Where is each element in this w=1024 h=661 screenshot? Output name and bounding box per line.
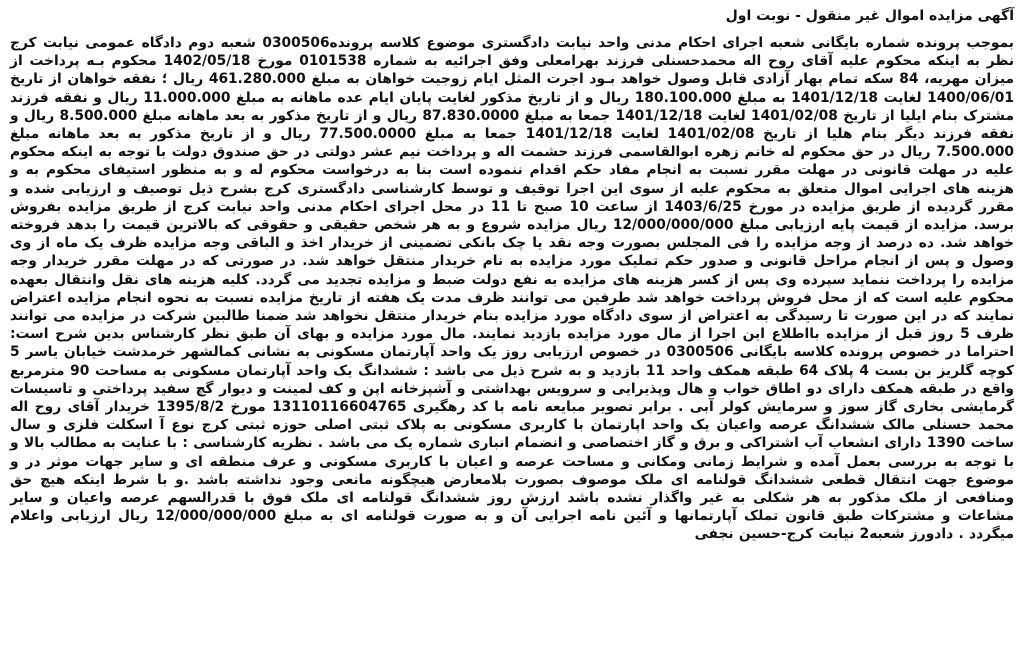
- notice-title: آگهی مزایده اموال غیر منقول - نوبت اول: [725, 8, 1014, 24]
- notice-body: بموجب پرونده شماره بایگانی شعبه اجرای احکام مدنی واحد نیابت دادگستری موضوع کلاسه پرونده0300506 شعبه دوم دادگاه عمومی نیابت کرج نظر به اینکه محکوم علیه آقای روح اله محمدحسنلی فرزند بهرامعلی وفق اجرائیه به شماره 0101538 مورخ 1402/05/18 محکوم بـه پرداخت از میزان مهریه، 84 سکه تمام بهار آزادی قابل وصول خواهد بـود اجرت المثل ایام زوجیت خواهان به مبلغ 461.280.000 ریال ؛ نفقه خواهان از تاریخ 1400/06/01 لغایت 1401/12/18 به مبلغ 180.100.000 ریال و از تاریخ مذکور لغایت پایان ایام عده ماهانه به مبلغ 11.000.000 ریال و نفقه فرزند مشترک بنام ایلیا از تاریخ 1401/02/08 لغایت 1401/12/18 جمعا به مبلغ 87.830.0000 ریال و از تاریخ مذکور به بعد ماهانه مبلغ 8.500.000 ریال و نفقه فرزند دیگر بنام هلیا از تاریخ 1401/02/08 لغایت 1401/12/18 جمعا به مبلغ 77.500.0000 ریال و از تاریخ مذکور به بعد ماهانه مبلغ 7.500.000 ریال در حق محکوم له خانم زهره ابوالقاسمی فرزند حشمت اله و پرداخت نیم عشر دولتی در حق صندوق دولت با توجه به اینکه محکوم علیه در مهلت قانونی در مهلت مقرر نسبت به انجام مفاد حکم اقدام ننموده است بنا به درخواست محکوم له و به منظور استیفای محکوم به و هزینه های اجرایی اموال متعلق به محکوم علیه از سوی این اجرا توقیف و توسط کارشناسی دادگستری کرج بشرح ذیل توصیف و ارزیابی شده و مقرر گردیده از طریق مزایده در مورخ 1403/6/25 از ساعت 10 صبح تا 11 در محل اجرای احکام مدنی واحد نیابت کرج از طریق مزایده بفروش برسد. مزایده از قیمت پایه ارزیابی مبلغ 12/000/000/000 ریال مزایده شروع و به هر شخص حقیقی و حقوقی که بالاترین قیمت را بدهد فروخته خواهد شد. ده درصد از وجه مزایده را فی المجلس بصورت وجه نقد یا چک بانکی تضمینی از خریدار اخذ و الباقی وجه مزایده ظرف یک ماه از وی وصول و پس از انجام مراحل قانونی و صدور حکم تملیک مورد مزایده به نام خریدار منتقل خواهد شد. در صورتی که در مهلت مقرر خریدار وجه مزایده را پرداخت ننماید سپرده وی پس از کسر هزینه های مزایده به نفع دولت ضبط و مزایده تجدید می گردد. کلیه هزینه های نقل وانتقال بعهده محکوم علیه است که از محل فروش پرداخت خواهد شد طرفین می توانند ظرف مدت یک هفته از تاریخ مزایده نسبت به نحوه انجام مزایده اعتراض نمایند که در این صورت تا رسیدگی به اعتراض از سوی دادگاه مورد مزایده بنام خریدار منتقل نخواهد شد ضمنا طالبین شرکت در مزایده می توانند ظرف 5 روز قبل از مزایده بااطلاع این اجرا از مال مورد مزایده بازدید نمایند. مال مورد مزایده و بهای آن طبق نظر کارشناس بدین شرح است: احتراما در خصوص پرونده کلاسه بایگانی 0300506 در خصوص ارزیابی روز یک واحد آپارتمان مسکونی به نشانی کمالشهر خرمدشت خیابان یاسر 5 کوچه گلریز بن بست 4 پلاک 64 طبقه همکف واحد 11 بازدید و به شرح ذیل می باشد : ششدانگ یک واحد آپارتمان مسکونی به مساحت 90 مترمربع واقع در طبقه همکف دارای دو اطاق خواب و هال وپذیرایی و سرویس بهداشتی و آشپزخانه اپن و کف لمینت و دیوار گچ سفید پرداختی و تاسیسات گرمایشی بخاری گاز سوز و سرمایش کولر آبی . برابر تصویر مبایعه نامه با کد رهگیری 13110116604765 مورخ 1395/8/2 خریدار آقای روح اله محمد حسنلی مالک ششدانگ عرصه واعیان یک واحد اپارتمان با کاربری مسکونی به پلاک ثبتی اصلی حوزه ثبتی کرج نوع آ اسکلت فلزی و سال ساخت 1390 دارای انشعاب آب اشتراکی و برق و گاز اختصاصی و انضمام انباری شماره یک می باشد . نظریه کارشناسی : با عنایت به مطالب بالا و با توجه به بررسی بعمل آمده و شرایط زمانی ومکانی و مساحت عرصه و اعیان با کاربری مسکونی و عرف منطقه ای و سایر جهات موثر در و موضوع جهت انتقال قطعی ششدانگ قولنامه ای ملک موصوف بصورت بلامعارض هیچگونه مانعی وجود نداشته باشد .و با شرط اینکه هیچ حق ومنافعی از ملک مذکور به هر شکلی به غیر واگذار نشده باشد ارزش روز ششدانگ قولنامه ای ملک فوق با قدرالسهم عرصه واعیان و سایر مشاعات و مشترکات طبق قانون تملک آپارتمانها و آئین نامه اجرایی آن و به صورت قولنامه ای به مبلغ 12/000/000/000 ریال ارزیابی واعلام میگردد . دادورز شعبه2 نیابت کرج-حسین نجفی: [10, 35, 1015, 543]
